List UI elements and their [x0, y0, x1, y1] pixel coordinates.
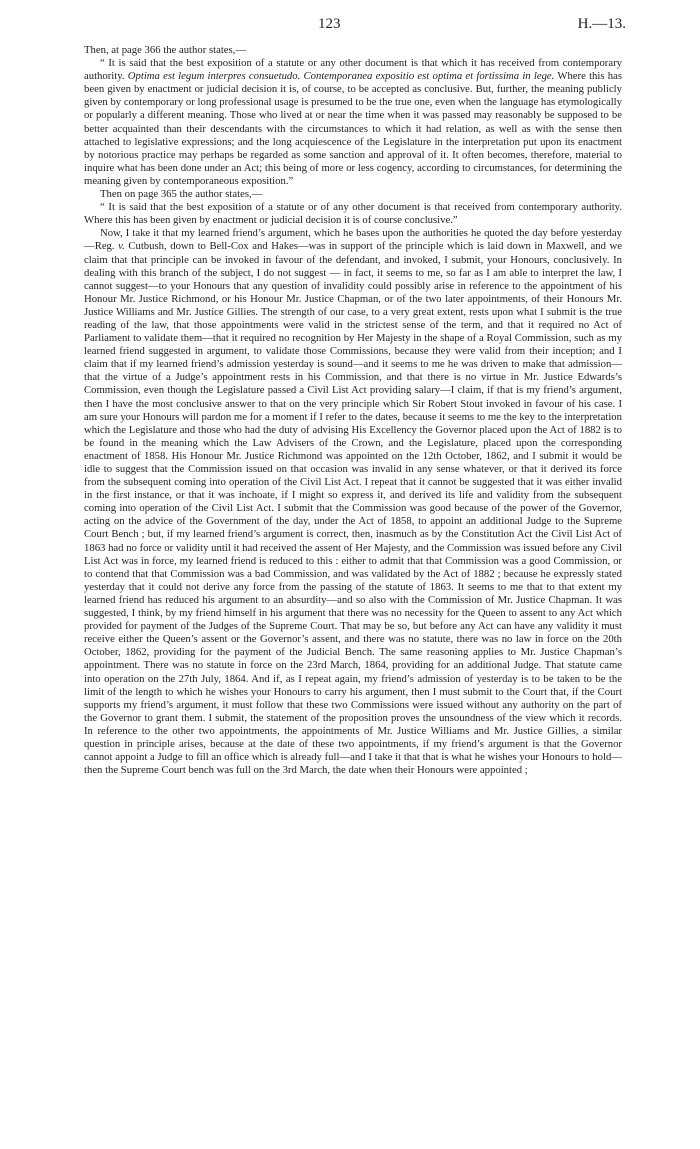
document-reference: H.—13.: [577, 16, 626, 32]
intro-1-text: Then, at page 366 the author states,—: [84, 44, 247, 56]
para-1-text-a: Now, I take it that my learned friend’s argument, which he bases upon the authorities he quoted the day before yesterday—Reg.: [84, 227, 622, 253]
para-1-versus: v.: [118, 240, 125, 253]
quote-paragraph-2: [84, 201, 622, 227]
quote-1-latin: Optima est legum interpres consuetudo. Contemporanea expositio est optima et fortissima in lege.: [127, 70, 555, 83]
quote-1-text-b: Where this has been given by enactment or judicial decision it is, of course, to be accepted as conclusive. But, further, the meaning publicly given by contemporary or long professional usage is presumed to be the true one, even when the language has etymologically or popularly a different meaning. Those who lived at or near the time when it was passed may reasonably be supposed to be better acquainted than their descendants with the circumstances to which it had relation, as well as with the sense then attached to legislative expressions; and the long acquiescence of the Legislature in the interpretation put upon its enactment by notorious practice may perhaps be regarded as some sanction and approval of it. It often becomes, therefore, material to inquire what has been done under an Act; this being of more or less cogency, according to circumstances, for determining the meaning given by contemporaneous exposition.”: [84, 70, 622, 187]
quote-1-text-a: “ It is said that the best exposition of a statute or any other document is that which it has received from contemporary authority.: [84, 57, 622, 83]
intro-paragraph-1: [84, 44, 622, 57]
quote-paragraph-1: [84, 57, 622, 188]
intro-2-text: Then on page 365 the author states,—: [100, 188, 263, 201]
body-paragraph-1: [84, 227, 622, 777]
intro-paragraph-2: [84, 188, 622, 201]
page-number: 123: [318, 16, 341, 32]
quote-2-text: “ It is said that the best exposition of a statute or of any other document is that received from contemporary authority. Where this has been given by enactment or judicial decision it is of course conclusive.”: [84, 201, 622, 227]
body-text: [84, 44, 622, 777]
page-header: [0, 16, 700, 36]
para-1-text-b: Cutbush, down to Bell-Cox and Hakes—was in support of the principle which is laid down in Maxwell, and we claim that that principle can be invoked in favour of the defendant, and invoked, I submit, your Honours, conclusively. In dealing with this branch of the subject, I do not suggest — in fact, it seems to me, so far as I am able to interpret the law, I cannot suggest—to your Honours that any question of invalidity could possibly arise in reference to the appointment of his Honour Mr. Justice Richmond, or his Honour Mr. Justice Chapman, or of the two later appointments, of their Honours Mr. Justice Williams and Mr. Justice Gillies. The strength of our case, to a very great extent, rests upon what I submit is the true reading of the law, that those appointments were valid in the strictest sense of the term, and that it required no Act of Parliament to validate them—that it required no recognition by Her Majesty in the shape of a Royal Commission, such as my learned friend suggested in argument, to validate those Commissions, because they were valid from their inception; and I claim that if my learned friend’s admission yesterday is sound—and it seems to me he was driven to make that admission—that the virtue of a Judge’s appointment rests in his Commission, and that there is no virtue in Mr. Justice Edwards’s Commission, even though the Legislature passed a Civil List Act providing salary—I claim, if that is my friend’s argument, then I have the most conclusive answer to that on the very principle which Sir Robert Stout invoked in favour of his case. I am sure your Honours will pardon me for a moment if I refer to the dates, because it seems to me the key to the interpretation which the Legislature and those who had the duty of advising His Excellency the Governor placed upon the Act of 1882 is to be found in the meaning which the Law Advisers of the Crown, and the Legislature, placed upon the corresponding enactment of 1858. His Honour Mr. Justice Richmond was appointed on the 12th October, 1862, and I submit it would be idle to suggest that the Commission issued on that occasion was invalid in any sense whatever, or that it derived its force from the subsequent coming into operation of the Civil List Act. I repeat that it cannot be suggested that it was either invalid in the first instance, or that it was inchoate, if I might so express it, and derived its life and validity from the subsequent coming into operation of the Civil List Act. I submit that the Commission was good because of the power of the Governor, acting on the advice of the Government of the day, under the Act of 1858, to appoint an additional Judge to the Supreme Court Bench ; but, if my learned friend’s argument is correct, then, inasmuch as by the Constitution Act the Civil List Act of 1863 had no force or validity until it had received the assent of Her Majesty, and the Commission was issued before any Civil List Act was in force, my learned friend is reduced to this : either to admit that that Commission was a good Commission, or to contend that that Commission was a bad Commission, and was validated by the Act of 1882 ; because he expressly stated yesterday that it could not derive any force from the passing of the statute of 1863. It seems to me that to that extent my learned friend has reduced his argument to an absurdity—and so also with the Commission of Mr. Justice Chapman. It was suggested, I think, by my friend himself in his argument that there was no necessity for the Queen to assent to any Act which provided for payment of the Judges of the Supreme Court. That may be so, but before any Act can have any validity it must receive either the Queen’s assent or the Governor’s assent, and there was no statute, there was no law in force on the 20th October, 1862, providing for the payment of the Judicial Bench. The same reasoning applies to Mr. Justice Chapman’s appointment. There was no statute in force on the 23rd March, 1864, providing for an additional Judge. That statute came into operation on the 27th July, 1864. And if, as I repeat again, my friend’s admission of yesterday is to be taken to be the limit of the length to which he wishes your Honours to carry his argument, then I must submit to the Court that, if the Court supports my friend’s argument, it must follow that these two Commissions were issued without any authority on the part of the Governor to grant them. I submit, the statement of the proposition proves the unsoundness of the view which it records. In reference to the other two appointments, the appointments of Mr. Justice Williams and Mr. Justice Gillies, a similar question in principle arises, because at the date of these two appointments, if my friend’s argument is that the Governor cannot appoint a Judge to fill an office which is already full—and I take it that that is what he wishes your Honours to hold—then the Supreme Court bench was full on the 3rd March, the date when their Honours were appointed ;: [84, 240, 622, 777]
